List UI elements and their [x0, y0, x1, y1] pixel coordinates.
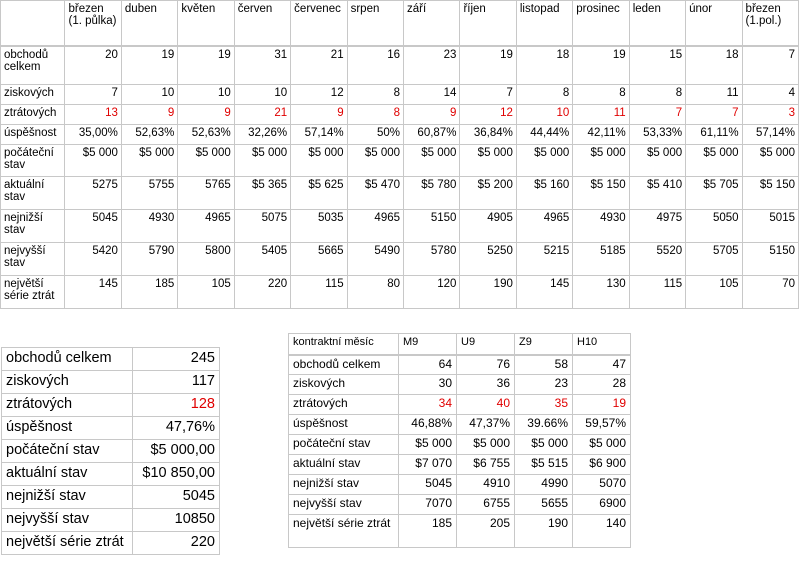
table-row [288, 395, 631, 415]
table-cell: $5 000 [630, 145, 686, 177]
table-row [0, 177, 799, 210]
table-cell: $5 000,00 [133, 440, 220, 463]
row-label: ziskových [1, 371, 133, 394]
row-label: aktuální stav [1, 463, 133, 486]
table-row [1, 371, 220, 394]
table-cell: 53,33% [630, 125, 686, 145]
table-cell: 39.66% [515, 415, 573, 435]
table-cell: 23 [515, 375, 573, 395]
table-row [0, 125, 799, 145]
table-cell: $5 000 [573, 435, 631, 455]
table-cell: 5405 [235, 243, 291, 276]
row-label: největší série ztrát [1, 532, 133, 555]
table-header-row [0, 0, 799, 46]
table-cell: 5035 [291, 210, 347, 243]
table-row [288, 375, 631, 395]
table-cell: 60,87% [404, 125, 460, 145]
table-cell: 5665 [291, 243, 347, 276]
table-cell: $5 000 [517, 145, 573, 177]
table-cell: 6900 [573, 495, 631, 515]
table-cell: $5 000 [122, 145, 178, 177]
table-cell: 15 [630, 46, 686, 85]
table-cell: 5045 [399, 475, 457, 495]
table-cell: 19 [573, 46, 629, 85]
row-label: největší série ztrát [0, 276, 65, 309]
table-cell: 5045 [65, 210, 121, 243]
table-cell: 11 [573, 105, 629, 125]
row-label: počáteční stav [288, 435, 399, 455]
table-cell: 190 [515, 515, 573, 548]
table-row [0, 276, 799, 309]
table-cell: $5 000 [399, 435, 457, 455]
table-cell: 23 [404, 46, 460, 85]
table-cell: 5150 [404, 210, 460, 243]
table-cell: $5 515 [515, 455, 573, 475]
table-row [1, 509, 220, 532]
table-cell: 52,63% [122, 125, 178, 145]
table-cell: 185 [122, 276, 178, 309]
table-cell: 20 [65, 46, 121, 85]
table-cell: 76 [457, 355, 515, 375]
table-cell: $5 000 [291, 145, 347, 177]
month-header: červen [235, 0, 291, 46]
table-cell: 5765 [178, 177, 234, 210]
table-row [0, 46, 799, 85]
contract-column-header: Z9 [515, 333, 573, 355]
row-label: obchodů celkem [0, 46, 65, 85]
table-cell: 58 [515, 355, 573, 375]
month-header: prosinec [573, 0, 629, 46]
table-cell: 115 [630, 276, 686, 309]
table-cell: 5185 [573, 243, 629, 276]
table-cell: 19 [573, 395, 631, 415]
table-row [1, 532, 220, 555]
table-cell: 5420 [65, 243, 121, 276]
table-cell: 4965 [348, 210, 404, 243]
table-cell: 7070 [399, 495, 457, 515]
table-cell: 4975 [630, 210, 686, 243]
table-cell: 4965 [178, 210, 234, 243]
table-cell: 115 [291, 276, 347, 309]
table-cell: 5045 [133, 486, 220, 509]
table-cell: 117 [133, 371, 220, 394]
table-cell: $5 000 [457, 435, 515, 455]
row-label: úspěšnost [0, 125, 65, 145]
table-cell: 42,11% [573, 125, 629, 145]
table-cell: 11 [686, 85, 742, 105]
table-cell: 10 [517, 105, 573, 125]
row-label: ziskových [0, 85, 65, 105]
table-cell: 31 [235, 46, 291, 85]
table-row [288, 415, 631, 435]
table-cell: 245 [133, 347, 220, 371]
corner-cell [0, 0, 65, 46]
table-cell: $10 850,00 [133, 463, 220, 486]
table-row [0, 210, 799, 243]
table-cell: 7 [743, 46, 799, 85]
table-cell: 5150 [743, 243, 799, 276]
table-cell: 19 [122, 46, 178, 85]
table-cell: 5790 [122, 243, 178, 276]
table-cell: $5 000 [515, 435, 573, 455]
table-row [1, 486, 220, 509]
table-row [288, 355, 631, 375]
table-cell: 8 [348, 105, 404, 125]
table-cell: 21 [291, 46, 347, 85]
table-cell: $5 410 [630, 177, 686, 210]
table-row [0, 145, 799, 177]
row-label: ziskových [288, 375, 399, 395]
table-cell: 12 [291, 85, 347, 105]
row-label: aktuální stav [0, 177, 65, 210]
table-cell: 19 [178, 46, 234, 85]
table-cell: $5 000 [743, 145, 799, 177]
table-cell: 4910 [457, 475, 515, 495]
table-cell: 46,88% [399, 415, 457, 435]
table-cell: 4965 [517, 210, 573, 243]
row-label: nejnižší stav [288, 475, 399, 495]
table-cell: 47 [573, 355, 631, 375]
table-cell: 120 [404, 276, 460, 309]
table-cell: $5 000 [178, 145, 234, 177]
month-header: červenec [291, 0, 347, 46]
table-cell: 130 [573, 276, 629, 309]
table-cell: 4905 [460, 210, 516, 243]
month-header: září [404, 0, 460, 46]
table-cell: $5 000 [65, 145, 121, 177]
table-cell: 5275 [65, 177, 121, 210]
table-cell: 19 [460, 46, 516, 85]
table-cell: 105 [178, 276, 234, 309]
table-row [1, 347, 220, 371]
table-row [1, 394, 220, 417]
month-header: březen (1.pol.) [743, 0, 799, 46]
table-cell: 64 [399, 355, 457, 375]
table-cell: 52,63% [178, 125, 234, 145]
month-header: květen [178, 0, 234, 46]
row-label: nejvyšší stav [0, 243, 65, 276]
month-header: srpen [348, 0, 404, 46]
table-cell: 34 [399, 395, 457, 415]
table-cell: 3 [743, 105, 799, 125]
month-header: duben [122, 0, 178, 46]
table-cell: 70 [743, 276, 799, 309]
table-cell: $6 755 [457, 455, 515, 475]
table-cell: 145 [517, 276, 573, 309]
table-row [0, 105, 799, 125]
table-row [288, 435, 631, 455]
table-cell: 7 [630, 105, 686, 125]
table-cell: $5 160 [517, 177, 573, 210]
table-cell: 5655 [515, 495, 573, 515]
table-cell: 5490 [348, 243, 404, 276]
row-label: ztrátových [288, 395, 399, 415]
table-cell: 4930 [122, 210, 178, 243]
table-cell: 16 [348, 46, 404, 85]
table-cell: $5 365 [235, 177, 291, 210]
table-cell: 13 [65, 105, 121, 125]
row-label: největší série ztrát [288, 515, 399, 548]
table-cell: $5 000 [404, 145, 460, 177]
table-cell: $6 900 [573, 455, 631, 475]
table-cell: 9 [404, 105, 460, 125]
table-cell: $5 470 [348, 177, 404, 210]
table-cell: 10850 [133, 509, 220, 532]
table-row [288, 495, 631, 515]
contract-column-header: M9 [399, 333, 457, 355]
row-label: nejvyšší stav [288, 495, 399, 515]
row-label: počáteční stav [1, 440, 133, 463]
table-cell: 10 [122, 85, 178, 105]
table-cell: $5 780 [404, 177, 460, 210]
month-header: únor [686, 0, 742, 46]
contract-header-label: kontraktní měsíc [288, 333, 399, 355]
table-row [0, 85, 799, 105]
row-label: úspěšnost [1, 417, 133, 440]
row-label: úspěšnost [288, 415, 399, 435]
table-cell: $5 000 [460, 145, 516, 177]
table-cell: 9 [122, 105, 178, 125]
table-cell: 8 [517, 85, 573, 105]
table-cell: 128 [133, 394, 220, 417]
table-cell: 36 [457, 375, 515, 395]
month-header: listopad [517, 0, 573, 46]
table-cell: 5075 [235, 210, 291, 243]
table-cell: 9 [291, 105, 347, 125]
row-label: nejvyšší stav [1, 509, 133, 532]
table-cell: 57,14% [743, 125, 799, 145]
table-row [1, 463, 220, 486]
row-label: obchodů celkem [1, 347, 133, 371]
table-cell: 105 [686, 276, 742, 309]
table-cell: 5250 [460, 243, 516, 276]
table-cell: 145 [65, 276, 121, 309]
table-cell: $5 000 [573, 145, 629, 177]
contract-column-header: U9 [457, 333, 515, 355]
row-label: obchodů celkem [288, 355, 399, 375]
table-cell: 185 [399, 515, 457, 548]
table-header-row [288, 333, 631, 355]
table-cell: 205 [457, 515, 515, 548]
table-row [288, 475, 631, 495]
table-row [1, 417, 220, 440]
row-label: aktuální stav [288, 455, 399, 475]
table-cell: $5 000 [235, 145, 291, 177]
table-cell: 6755 [457, 495, 515, 515]
table-cell: 59,57% [573, 415, 631, 435]
table-cell: 35,00% [65, 125, 121, 145]
table-cell: 8 [348, 85, 404, 105]
table-cell: 30 [399, 375, 457, 395]
row-label: ztrátových [0, 105, 65, 125]
table-cell: 4 [743, 85, 799, 105]
table-cell: 7 [686, 105, 742, 125]
table-cell: 14 [404, 85, 460, 105]
table-cell: $5 625 [291, 177, 347, 210]
table-cell: 61,11% [686, 125, 742, 145]
table-cell: 80 [348, 276, 404, 309]
table-cell: 220 [235, 276, 291, 309]
table-row [0, 243, 799, 276]
table-cell: $5 200 [460, 177, 516, 210]
contract-column-header: H10 [573, 333, 631, 355]
table-cell: $7 070 [399, 455, 457, 475]
row-label: počáteční stav [0, 145, 65, 177]
month-header: leden [630, 0, 686, 46]
table-cell: $5 150 [743, 177, 799, 210]
table-cell: 21 [235, 105, 291, 125]
table-cell: 5215 [517, 243, 573, 276]
row-label: ztrátových [1, 394, 133, 417]
table-cell: 35 [515, 395, 573, 415]
row-label: nejnižší stav [1, 486, 133, 509]
contract-month-table [288, 333, 631, 548]
table-cell: 5755 [122, 177, 178, 210]
table-cell: 28 [573, 375, 631, 395]
table-cell: 8 [573, 85, 629, 105]
table-cell: 7 [65, 85, 121, 105]
table-cell: 40 [457, 395, 515, 415]
table-cell: 32,26% [235, 125, 291, 145]
table-cell: 47,37% [457, 415, 515, 435]
table-cell: 10 [178, 85, 234, 105]
table-cell: $5 000 [348, 145, 404, 177]
table-cell: 5705 [686, 243, 742, 276]
table-cell: 18 [686, 46, 742, 85]
table-cell: 5050 [686, 210, 742, 243]
table-cell: 57,14% [291, 125, 347, 145]
table-cell: 50% [348, 125, 404, 145]
summary-table [1, 347, 220, 555]
table-cell: 18 [517, 46, 573, 85]
table-cell: 220 [133, 532, 220, 555]
table-cell: 4930 [573, 210, 629, 243]
table-cell: 4990 [515, 475, 573, 495]
table-cell: 140 [573, 515, 631, 548]
table-cell: $5 000 [686, 145, 742, 177]
table-cell: 12 [460, 105, 516, 125]
table-row [288, 455, 631, 475]
table-cell: 8 [630, 85, 686, 105]
table-cell: 5520 [630, 243, 686, 276]
table-cell: 10 [235, 85, 291, 105]
table-cell: 5070 [573, 475, 631, 495]
table-cell: 9 [178, 105, 234, 125]
table-cell: 5015 [743, 210, 799, 243]
table-cell: 47,76% [133, 417, 220, 440]
table-cell: 5780 [404, 243, 460, 276]
table-cell: 36,84% [460, 125, 516, 145]
table-cell: $5 150 [573, 177, 629, 210]
table-cell: 44,44% [517, 125, 573, 145]
row-label: nejnižší stav [0, 210, 65, 243]
month-header: březen (1. půlka) [65, 0, 121, 46]
table-cell: 7 [460, 85, 516, 105]
table-cell: $5 705 [686, 177, 742, 210]
month-header: říjen [460, 0, 516, 46]
table-row [1, 440, 220, 463]
table-cell: 5800 [178, 243, 234, 276]
table-row [288, 515, 631, 548]
table-cell: 190 [460, 276, 516, 309]
